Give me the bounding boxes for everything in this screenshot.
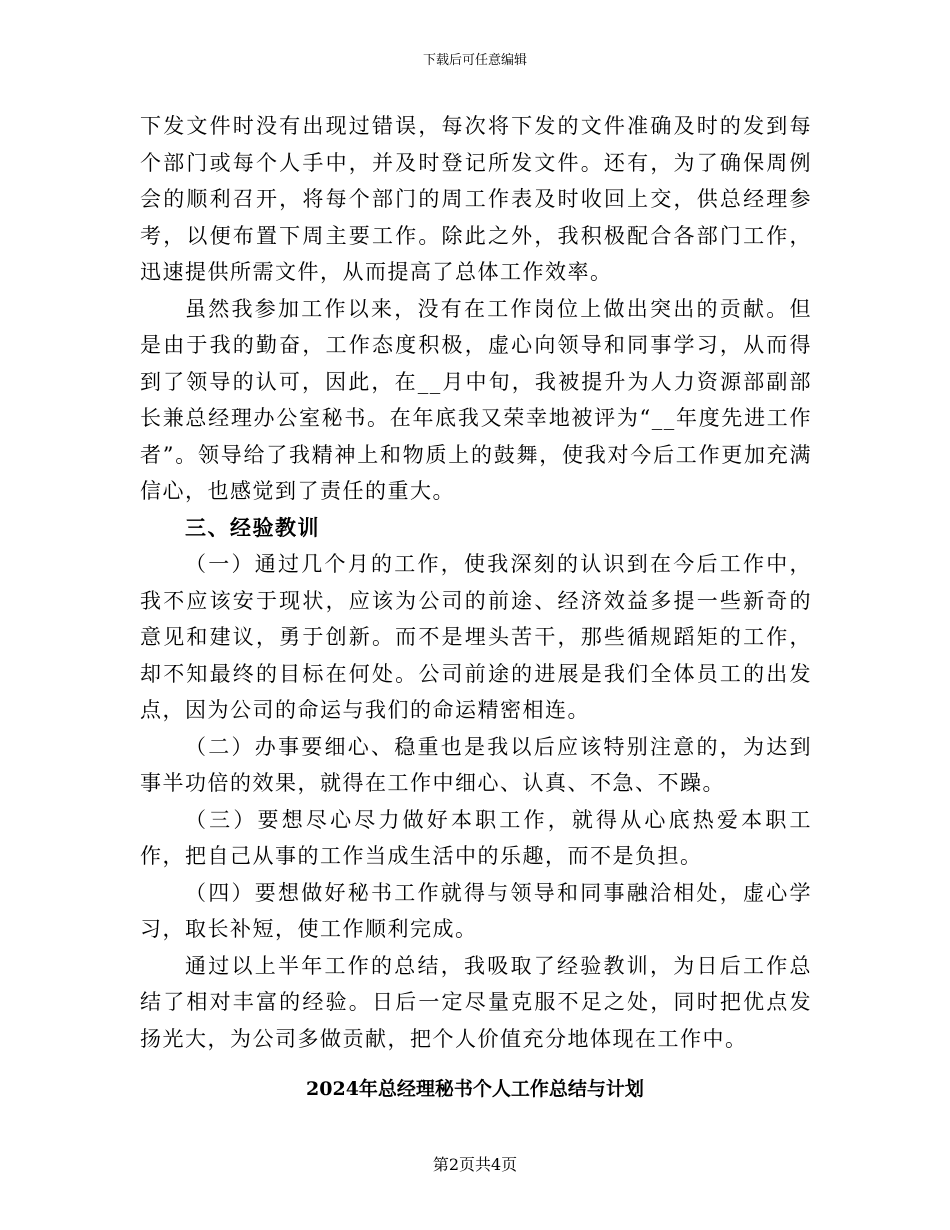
paragraph-conclusion: 通过以上半年工作的总结，我吸取了经验教训，为日后工作总结了相对丰富的经验。日后一定尽量克服不足之处，同时把优点发扬光大，为公司多做贡献，把个人价值充分地体现在工作中。 xyxy=(140,953,812,1051)
lesson-item-2: （二）办事要细心、稳重也是我以后应该特别注意的，为达到事半功倍的效果，就得在工作中细心、认真、不急、不躁。 xyxy=(140,734,812,795)
page-footer-number: 第2页共4页 xyxy=(432,1155,518,1174)
lesson-item-1: （一）通过几个月的工作，使我深刻的认识到在今后工作中，我不应该安于现状，应该为公司的前途、经济效益多提一些新奇的意见和建议，勇于创新。而不是埋头苦干，那些循规蹈矩的工作，却不知最终的目标在何处。公司前途的进展是我们全体员工的出发点，因为公司的命运与我们的命运精密相连。 xyxy=(140,552,812,722)
document-body xyxy=(140,108,812,1057)
section-heading-lessons: 三、经验教训 xyxy=(185,514,320,540)
document-title: 2024年总经理秘书个人工作总结与计划 xyxy=(306,1078,644,1100)
lesson-item-3: （三）要想尽心尽力做好本职工作，就得从心底热爱本职工作，把自己从事的工作当成生活中的乐趣，而不是负担。 xyxy=(140,807,812,868)
page-header-note: 下载后可任意编辑 xyxy=(422,53,527,68)
paragraph-achievements: 虽然我参加工作以来，没有在工作岗位上做出突出的贡献。但是由于我的勤奋，工作态度积极，虚心向领导和同事学习，从而得到了领导的认可，因此，在__月中旬，我被提升为人力资源部副部长兼总经理办公室秘书。在年底我又荣幸地被评为“__年度先进工作者”。领导给了我精神上和物质上的鼓舞，使我对今后工作更加充满信心，也感觉到了责任的重大。 xyxy=(140,296,812,503)
lesson-item-4: （四）要想做好秘书工作就得与领导和同事融洽相处，虚心学习，取长补短，使工作顺利完成。 xyxy=(140,880,812,941)
paragraph-continued: 下发文件时没有出现过错误，每次将下发的文件准确及时的发到每个部门或每个人手中，并及时登记所发文件。还有，为了确保周例会的顺利召开，将每个部门的周工作表及时收回上交，供总经理参考，以便布置下周主要工作。除此之外，我积极配合各部门工作，迅速提供所需文件，从而提高了总体工作效率。 xyxy=(140,114,812,284)
